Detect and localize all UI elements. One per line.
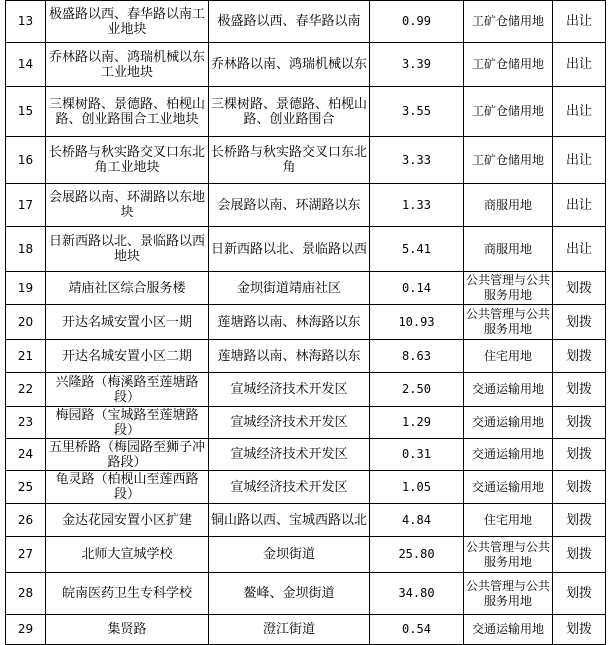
land-use: 住宅用地 (464, 340, 553, 373)
row-number: 26 (6, 504, 46, 537)
table-row (6, 87, 606, 137)
supply-method: 划拨 (553, 305, 606, 340)
land-use: 交通运输用地 (464, 407, 553, 439)
plot-area: 4.84 (370, 504, 464, 537)
plot-location: 会展路以南、环湖路以东 (209, 184, 370, 227)
land-use: 商服用地 (464, 227, 553, 272)
row-number: 18 (6, 227, 46, 272)
land-use: 交通运输用地 (464, 373, 553, 407)
supply-method: 出让 (553, 1, 606, 43)
plot-name: 极盛路以西、春华路以南工业地块 (46, 1, 209, 43)
row-number: 20 (6, 305, 46, 340)
supply-method: 划拨 (553, 439, 606, 471)
plot-name: 皖南医药卫生专科学校 (46, 573, 209, 615)
row-number: 28 (6, 573, 46, 615)
plot-name: 乔林路以南、鸿瑞机械以东工业地块 (46, 43, 209, 87)
supply-method: 划拨 (553, 615, 606, 645)
row-number: 15 (6, 87, 46, 137)
table-row (6, 573, 606, 615)
row-number: 16 (6, 137, 46, 184)
plot-name: 金达花园安置小区扩建 (46, 504, 209, 537)
plot-location: 长桥路与秋实路交叉口东北角 (209, 137, 370, 184)
row-number: 23 (6, 407, 46, 439)
table-row (6, 373, 606, 407)
plot-location: 宣城经济技术开发区 (209, 471, 370, 504)
row-number: 17 (6, 184, 46, 227)
supply-method: 划拨 (553, 373, 606, 407)
land-use: 交通运输用地 (464, 471, 553, 504)
plot-location: 日新西路以北、景临路以西 (209, 227, 370, 272)
supply-method: 出让 (553, 43, 606, 87)
plot-location: 莲塘路以南、林海路以东 (209, 340, 370, 373)
table-row (6, 43, 606, 87)
plot-name: 靖庙社区综合服务楼 (46, 272, 209, 305)
plot-area: 3.39 (370, 43, 464, 87)
plot-location: 金坝街道 (209, 537, 370, 573)
plot-area: 0.14 (370, 272, 464, 305)
plot-area: 0.54 (370, 615, 464, 645)
plot-area: 34.80 (370, 573, 464, 615)
supply-method: 划拨 (553, 504, 606, 537)
plot-location: 鳌峰、金坝街道 (209, 573, 370, 615)
land-use: 商服用地 (464, 184, 553, 227)
row-number: 13 (6, 1, 46, 43)
row-number: 21 (6, 340, 46, 373)
land-use: 公共管理与公共服务用地 (464, 573, 553, 615)
plot-area: 3.33 (370, 137, 464, 184)
land-use: 工矿仓储用地 (464, 1, 553, 43)
plot-name: 开达名城安置小区二期 (46, 340, 209, 373)
table-row (6, 407, 606, 439)
plot-location: 金坝街道靖庙社区 (209, 272, 370, 305)
row-number: 14 (6, 43, 46, 87)
plot-area: 8.63 (370, 340, 464, 373)
supply-method: 划拨 (553, 471, 606, 504)
table-row (6, 137, 606, 184)
supply-method: 出让 (553, 184, 606, 227)
table-row (6, 227, 606, 272)
row-number: 27 (6, 537, 46, 573)
plot-name: 龟灵路（柏枧山至莲西路段） (46, 471, 209, 504)
plot-location: 澄江街道 (209, 615, 370, 645)
land-use: 公共管理与公共服务用地 (464, 305, 553, 340)
plot-area: 1.29 (370, 407, 464, 439)
table-row (6, 272, 606, 305)
supply-method: 划拨 (553, 272, 606, 305)
supply-method: 划拨 (553, 407, 606, 439)
plot-area: 10.93 (370, 305, 464, 340)
table-body (6, 1, 606, 645)
plot-area: 3.55 (370, 87, 464, 137)
plot-name: 开达名城安置小区一期 (46, 305, 209, 340)
supply-method: 出让 (553, 137, 606, 184)
table-row (6, 439, 606, 471)
table-row (6, 340, 606, 373)
supply-method: 出让 (553, 227, 606, 272)
plot-location: 莲塘路以南、林海路以东 (209, 305, 370, 340)
table-row (6, 471, 606, 504)
plot-name: 梅园路（宝城路至莲塘路段） (46, 407, 209, 439)
plot-location: 极盛路以西、春华路以南 (209, 1, 370, 43)
plot-name: 会展路以南、环湖路以东地块 (46, 184, 209, 227)
row-number: 24 (6, 439, 46, 471)
plot-name: 日新西路以北、景临路以西地块 (46, 227, 209, 272)
plot-location: 乔林路以南、鸿瑞机械以东 (209, 43, 370, 87)
plot-name: 兴隆路（梅溪路至莲塘路段） (46, 373, 209, 407)
row-number: 29 (6, 615, 46, 645)
table-row (6, 615, 606, 645)
plot-area: 0.99 (370, 1, 464, 43)
row-number: 25 (6, 471, 46, 504)
plot-name: 集贤路 (46, 615, 209, 645)
plot-location: 宣城经济技术开发区 (209, 373, 370, 407)
supply-method: 划拨 (553, 573, 606, 615)
table-row (6, 305, 606, 340)
plot-name: 北师大宣城学校 (46, 537, 209, 573)
land-use: 交通运输用地 (464, 439, 553, 471)
plot-area: 25.80 (370, 537, 464, 573)
land-use: 工矿仓储用地 (464, 43, 553, 87)
plot-name: 三棵树路、景德路、柏枧山路、创业路围合工业地块 (46, 87, 209, 137)
table-row (6, 537, 606, 573)
table-row (6, 184, 606, 227)
supply-method: 划拨 (553, 537, 606, 573)
plot-area: 0.31 (370, 439, 464, 471)
plot-name: 五里桥路（梅园路至狮子冲路段） (46, 439, 209, 471)
plot-location: 三棵树路、景德路、柏枧山路、创业路围合 (209, 87, 370, 137)
table-row (6, 504, 606, 537)
land-use: 交通运输用地 (464, 615, 553, 645)
plot-area: 5.41 (370, 227, 464, 272)
land-use: 工矿仓储用地 (464, 87, 553, 137)
plot-location: 宣城经济技术开发区 (209, 407, 370, 439)
supply-method: 出让 (553, 87, 606, 137)
plot-area: 1.05 (370, 471, 464, 504)
plot-area: 2.50 (370, 373, 464, 407)
land-plot-table (5, 0, 606, 645)
table-row (6, 1, 606, 43)
supply-method: 划拨 (553, 340, 606, 373)
land-use: 公共管理与公共服务用地 (464, 272, 553, 305)
land-use: 公共管理与公共服务用地 (464, 537, 553, 573)
plot-area: 1.33 (370, 184, 464, 227)
plot-name: 长桥路与秋实路交叉口东北角工业地块 (46, 137, 209, 184)
plot-location: 宣城经济技术开发区 (209, 439, 370, 471)
land-use: 住宅用地 (464, 504, 553, 537)
row-number: 22 (6, 373, 46, 407)
row-number: 19 (6, 272, 46, 305)
land-use: 工矿仓储用地 (464, 137, 553, 184)
plot-location: 铜山路以西、宝城西路以北 (209, 504, 370, 537)
